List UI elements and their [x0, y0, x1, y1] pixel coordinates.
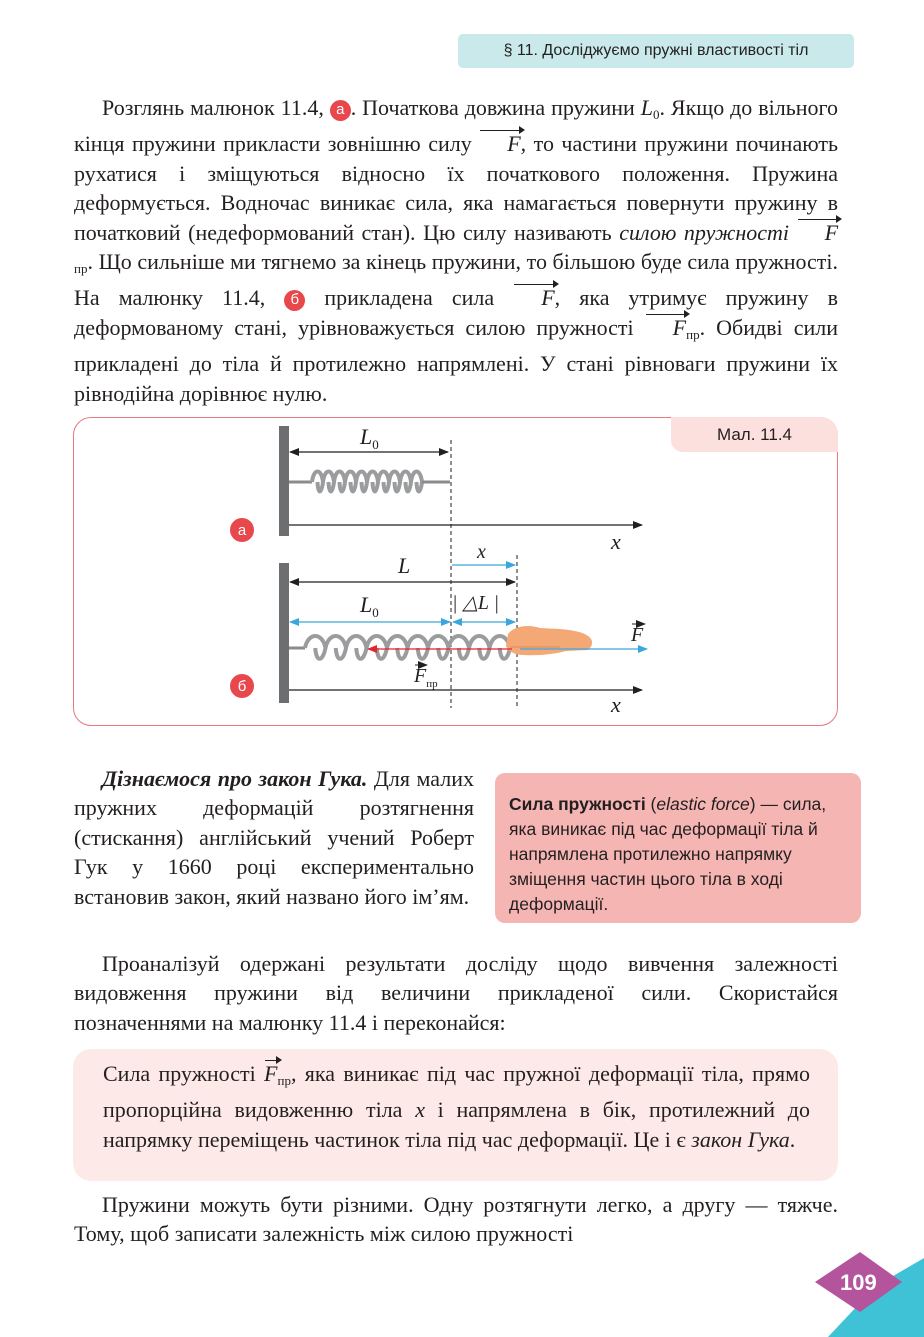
axis-label-x-a: x: [611, 529, 621, 554]
axis-label-x-b: x: [611, 692, 621, 717]
label-L0-b: $L_0$: [360, 592, 379, 620]
symbol-x: x: [415, 1097, 425, 1123]
text-run: Якщо до вільного кінця пружини прикласти зовнішню силу: [74, 95, 838, 157]
vector-F: F: [479, 129, 520, 158]
text-run: Сила пружності: [103, 1061, 265, 1086]
hooke-title: Дізнаємося про закон Гука.: [102, 766, 368, 791]
marker-b-text: б: [237, 678, 247, 695]
hand-icon: [506, 626, 592, 655]
term-elastic-force: силою пружності: [619, 219, 789, 245]
marker-b: б: [284, 290, 305, 311]
text-run: .: [659, 95, 665, 120]
definition-english: elastic force: [656, 794, 750, 814]
text-run: прикладена сила: [305, 285, 514, 311]
subscript: пр: [686, 326, 700, 342]
hooke-text: Для малих пружних деформацій розтягнення (стискання) англійський учений Роберт Гук у 1660 році експериментально встановив закон, який названо його ім’ям.: [74, 766, 474, 909]
text-run: Розглянь малюнок 11.4,: [102, 95, 330, 120]
wall-b: [279, 563, 289, 703]
subscript: пр: [277, 1073, 291, 1088]
definition-term: Сила пружності: [509, 794, 646, 814]
subscript: 0: [652, 107, 660, 122]
subscript: пр: [74, 261, 88, 277]
text-run: . Початкова довжина пружини: [350, 95, 641, 120]
definition-box: [495, 773, 861, 923]
vector-Fpr: F: [797, 218, 838, 247]
label-F: F: [631, 624, 644, 646]
marker-a-text: а: [237, 522, 247, 539]
label-L0-a: $L_0$: [360, 424, 379, 452]
page-number: 109: [840, 1270, 877, 1295]
definition-text: ) — сила, яка виникає під час деформації тіла й напрямлена протилежно напрямку зміщення частин цього тіла в ході деформації.: [509, 794, 827, 914]
symbol-L0: L: [640, 95, 653, 120]
text-run: , то частини пружини починають рухатися і зміщуються відносно їх початкового положення. Пружина деформується. Водночас виникає сила, яка намагається повернути пружину в початковий (недеформований стан). Цю силу називають: [74, 131, 838, 245]
law-name: закон Гука: [691, 1126, 790, 1152]
label-Fpr: $F_{пр}$: [414, 665, 438, 690]
marker-a: а: [330, 100, 351, 121]
text-run: . Що сильніше ми тягнемо за кінець пружини, то більшою буде сила пружності. На малюнку 11.4,: [74, 249, 838, 311]
text-run: , яка виникає під час пружної деформації тіла, прямо пропорційна видовженню тіла: [103, 1061, 810, 1123]
wall-a: [279, 426, 289, 536]
vector-Fpr: F: [264, 1059, 277, 1088]
text-run: .: [789, 1126, 796, 1152]
spring-b: [305, 636, 510, 659]
text-run: (: [645, 794, 657, 814]
text-run: і напрямлена в бік, протилежний до напрямку переміщень частинок тіла під час деформації. Це і є: [103, 1097, 811, 1152]
label-dL: | △L |: [452, 592, 500, 614]
spring-a: [312, 472, 422, 492]
hooke-law-box: [73, 1049, 838, 1181]
label-L: L: [398, 553, 411, 578]
text-run: , яка утримує пружину в деформованому стані, урівноважується силою пружності: [74, 285, 838, 340]
paragraph-analyze: [74, 949, 838, 1037]
paragraph-springs-text: Пружини можуть бути різними. Одну розтягнути легко, а другу — тяжче. Тому, щоб записати залежність між силою пружності: [74, 1192, 838, 1247]
section-title: § 11. Досліджуємо пружні властивості тіл: [503, 42, 809, 59]
vector-Fpr: F: [645, 313, 686, 342]
label-x: x: [477, 541, 486, 563]
text-run: . Обидві сили прикладені до тіла й протилежно напрямлені. У стані рівноваги пружини їх рівнодійна дорівнює нулю.: [74, 314, 838, 406]
paragraph-springs: [74, 1190, 838, 1249]
page-number-badge: [813, 1251, 903, 1313]
figure-label-text: Мал. 11.4: [717, 424, 792, 444]
vector-F: F: [513, 283, 554, 312]
paragraph-analyze-text: Проаналізуй одержані результати досліду щодо вивчення залежності видовження пружини від величини прикладеної сили. Скористайся позначеннями на малюнку 11.4 і переконайся:: [74, 951, 838, 1035]
hooke-paragraph: [74, 764, 474, 911]
